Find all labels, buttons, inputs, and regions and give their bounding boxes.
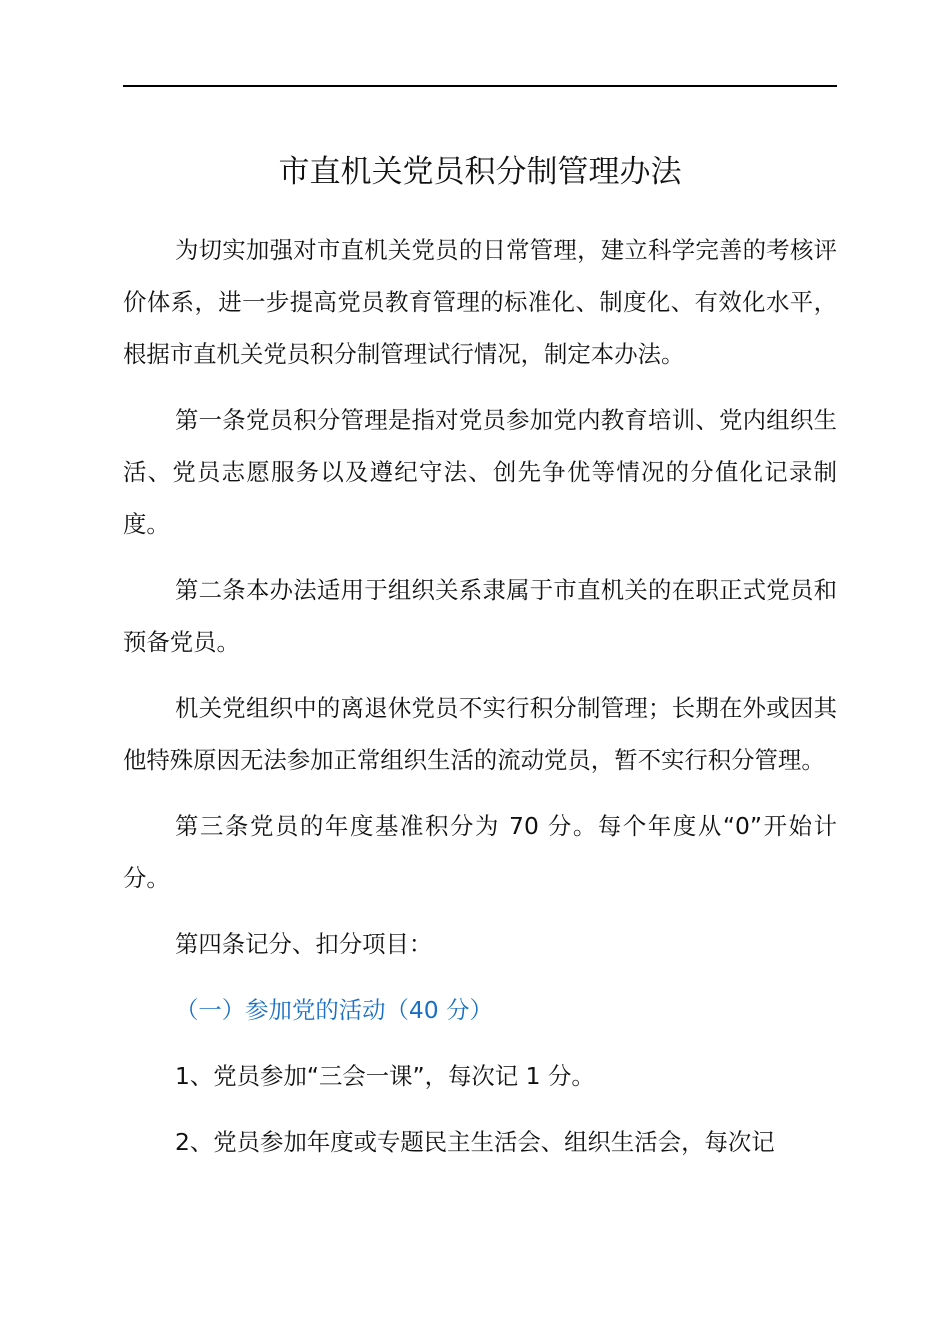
- paragraph-article-2: 第二条本办法适用于组织关系隶属于市直机关的在职正式党员和预备党员。: [123, 576, 837, 656]
- list-item-1: 1、党员参加“三会一课”，每次记 1 分。: [175, 1062, 595, 1090]
- paragraph-article-3: 第三条党员的年度基准积分为 70 分。每个年度从“0”开始计分。: [123, 812, 837, 892]
- paragraph-article-4: 第四条记分、扣分项目：: [175, 930, 433, 958]
- section-heading-party-activities: （一）参加党的活动（40 分）: [175, 996, 493, 1024]
- paragraph-article-1: 第一条党员积分管理是指对党员参加党内教育培训、党内组织生活、党员志愿服务以及遵纪守法、创先争优等情况的分值化记录制度。: [123, 406, 837, 538]
- document-title: 市直机关党员积分制管理办法: [278, 154, 682, 190]
- paragraph-article-2-note: 机关党组织中的离退休党员不实行积分制管理；长期在外或因其他特殊原因无法参加正常组织生活的流动党员，暂不实行积分管理。: [123, 694, 837, 774]
- list-item-2: 2、党员参加年度或专题民主生活会、组织生活会，每次记: [175, 1128, 775, 1156]
- document-body: [123, 224, 837, 1182]
- paragraph-preamble: 为切实加强对市直机关党员的日常管理，建立科学完善的考核评价体系，进一步提高党员教育管理的标准化、制度化、有效化水平，根据市直机关党员积分制管理试行情况，制定本办法。: [123, 236, 837, 368]
- header-rule: [123, 85, 837, 87]
